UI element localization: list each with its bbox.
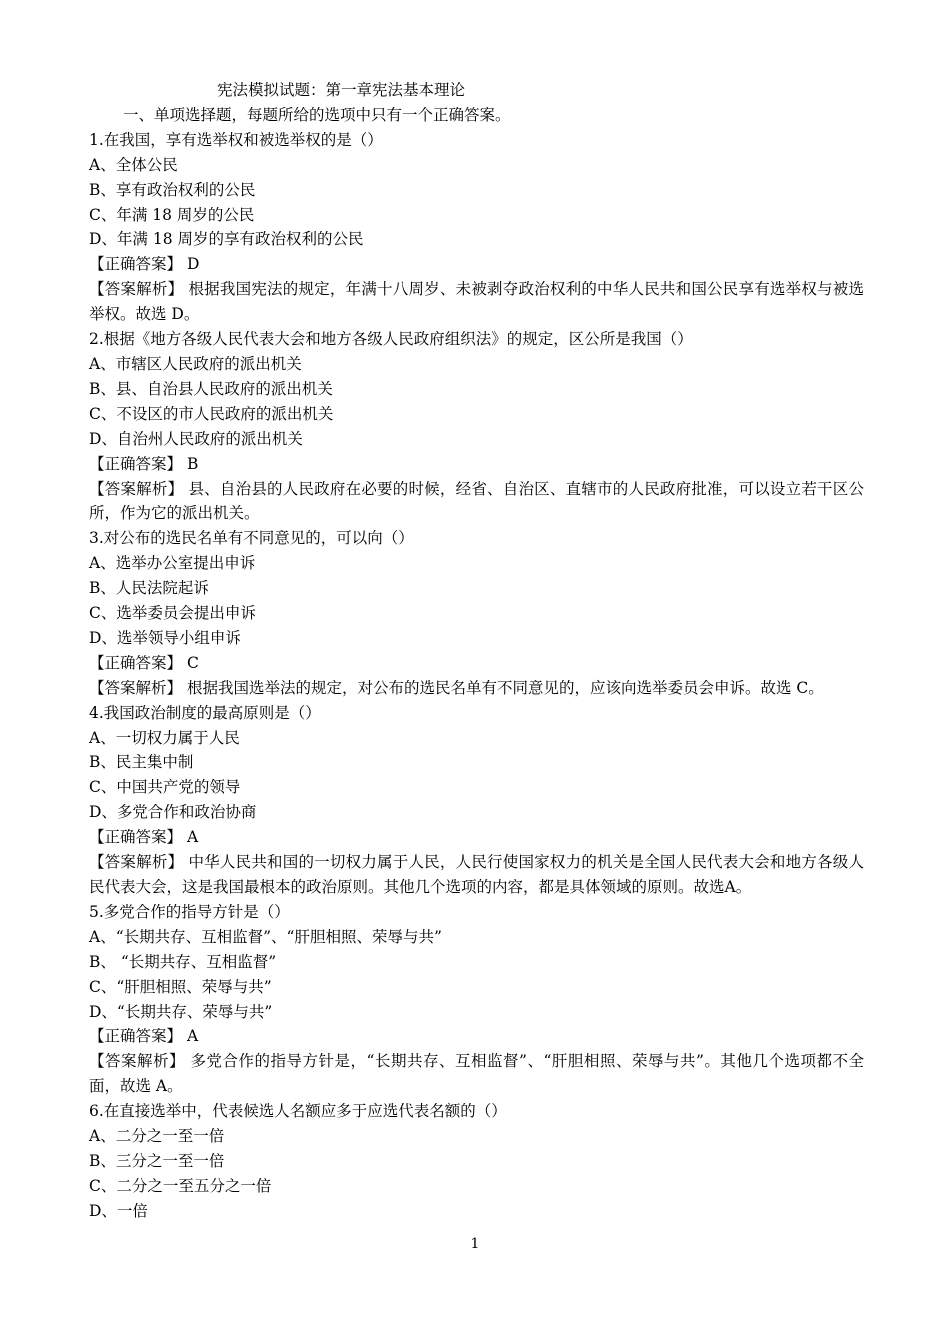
option-a: A、选举办公室提出申诉 [89, 554, 256, 573]
option-c: C、二分之一至五分之一倍 [89, 1176, 272, 1195]
analysis-label: 【答案解析】 [89, 280, 184, 299]
option-c: C、“肝胆相照、荣辱与共” [89, 977, 272, 996]
analysis-label: 【答案解析】 [89, 479, 184, 498]
analysis-label: 【答案解析】 [89, 1052, 186, 1071]
correct-answer [89, 1024, 864, 1049]
answer-label: 【正确答案】 [89, 1027, 183, 1046]
question-1 [89, 128, 864, 327]
answer-value: B [186, 454, 199, 473]
option-b: B、民主集中制 [89, 753, 194, 772]
correct-answer [89, 252, 864, 277]
option-c: C、不设区的市人民政府的派出机关 [89, 404, 334, 423]
answer-analysis [89, 676, 864, 701]
option-c: C、中国共产党的领导 [89, 778, 241, 797]
document-title: 宪法模拟试题：第一章宪法基本理论 [217, 81, 466, 99]
option-c: C、年满 18 周岁的公民 [89, 205, 255, 224]
document-body [89, 78, 864, 1224]
option-b: B、享有政治权利的公民 [89, 180, 256, 199]
option-b: B、 “长期共存、互相监督” [89, 952, 277, 971]
analysis-text: 根据我国宪法的规定，年满十八周岁、未被剥夺政治权利的中华人民共和国公民享有选举权与被选举权。故选 D。 [89, 280, 864, 324]
analysis-text: 中华人民共和国的一切权力属于人民，人民行使国家权力的机关是全国人民代表大会和地方各级人民代表大会，这是我国最根本的政治原则。其他几个选项的内容，都是具体领域的原则。故选A。 [89, 853, 864, 896]
question-6 [89, 1099, 864, 1224]
page-number: 1 [470, 1236, 480, 1252]
question-stem: 5.多党合作的指导方针是（） [89, 902, 290, 921]
answer-value: D [186, 255, 200, 274]
answer-value: C [186, 653, 199, 672]
question-stem: 3.对公布的选民名单有不同意见的，可以向（） [89, 529, 414, 548]
analysis-label: 【答案解析】 [89, 853, 184, 872]
option-d: D、选举领导小组申诉 [89, 628, 241, 647]
analysis-text: 多党合作的指导方针是，“长期共存、互相监督”、“肝胆相照、荣辱与共”。其他几个选项都不全面，故选 A。 [89, 1052, 864, 1096]
analysis-text: 县、自治县的人民政府在必要的时候，经省、自治区、直辖市的人民政府批准，可以设立若干区公所，作为它的派出机关。 [89, 479, 864, 523]
question-stem: 2.根据《地方各级人民代表大会和地方各级人民政府组织法》的规定，区公所是我国（） [89, 330, 693, 349]
section-heading: 一、单项选择题，每题所给的选项中只有一个正确答案。 [123, 105, 511, 124]
analysis-text: 根据我国选举法的规定，对公布的选民名单有不同意见的，应该向选举委员会申诉。故选 C。 [186, 678, 824, 697]
option-a: A、一切权力属于人民 [89, 728, 240, 747]
answer-label: 【正确答案】 [89, 653, 183, 672]
option-b: B、三分之一至一倍 [89, 1151, 225, 1170]
answer-analysis [89, 477, 864, 527]
answer-label: 【正确答案】 [89, 454, 183, 473]
option-a: A、“长期共存、互相监督”、“肝胆相照、荣辱与共” [89, 927, 442, 946]
question-4 [89, 701, 864, 900]
option-d: D、自治州人民政府的派出机关 [89, 429, 303, 448]
option-c: C、选举委员会提出申诉 [89, 604, 256, 623]
correct-answer [89, 452, 864, 477]
option-d: D、年满 18 周岁的享有政治权利的公民 [89, 230, 364, 249]
answer-analysis [89, 277, 864, 327]
option-a: A、二分之一至一倍 [89, 1127, 225, 1146]
option-d: D、“长期共存、荣辱与共” [89, 1002, 273, 1021]
answer-analysis [89, 850, 864, 900]
answer-analysis [89, 1049, 864, 1099]
analysis-label: 【答案解析】 [89, 678, 183, 697]
answer-label: 【正确答案】 [89, 255, 183, 274]
correct-answer [89, 651, 864, 676]
option-d: D、一倍 [89, 1201, 148, 1220]
question-stem: 1.在我国，享有选举权和被选举权的是（） [89, 130, 383, 149]
question-stem: 6.在直接选举中，代表候选人名额应多于应选代表名额的（） [89, 1102, 507, 1121]
answer-value: A [186, 828, 199, 847]
option-a: A、全体公民 [89, 155, 178, 174]
question-3 [89, 526, 864, 700]
option-b: B、县、自治县人民政府的派出机关 [89, 379, 333, 398]
question-2 [89, 327, 864, 526]
correct-answer [89, 825, 864, 850]
option-b: B、人民法院起诉 [89, 579, 209, 598]
answer-value: A [186, 1027, 199, 1046]
question-stem: 4.我国政治制度的最高原则是（） [89, 703, 321, 722]
question-5 [89, 900, 864, 1099]
option-d: D、多党合作和政治协商 [89, 803, 257, 822]
answer-label: 【正确答案】 [89, 828, 183, 847]
option-a: A、市辖区人民政府的派出机关 [89, 354, 302, 373]
